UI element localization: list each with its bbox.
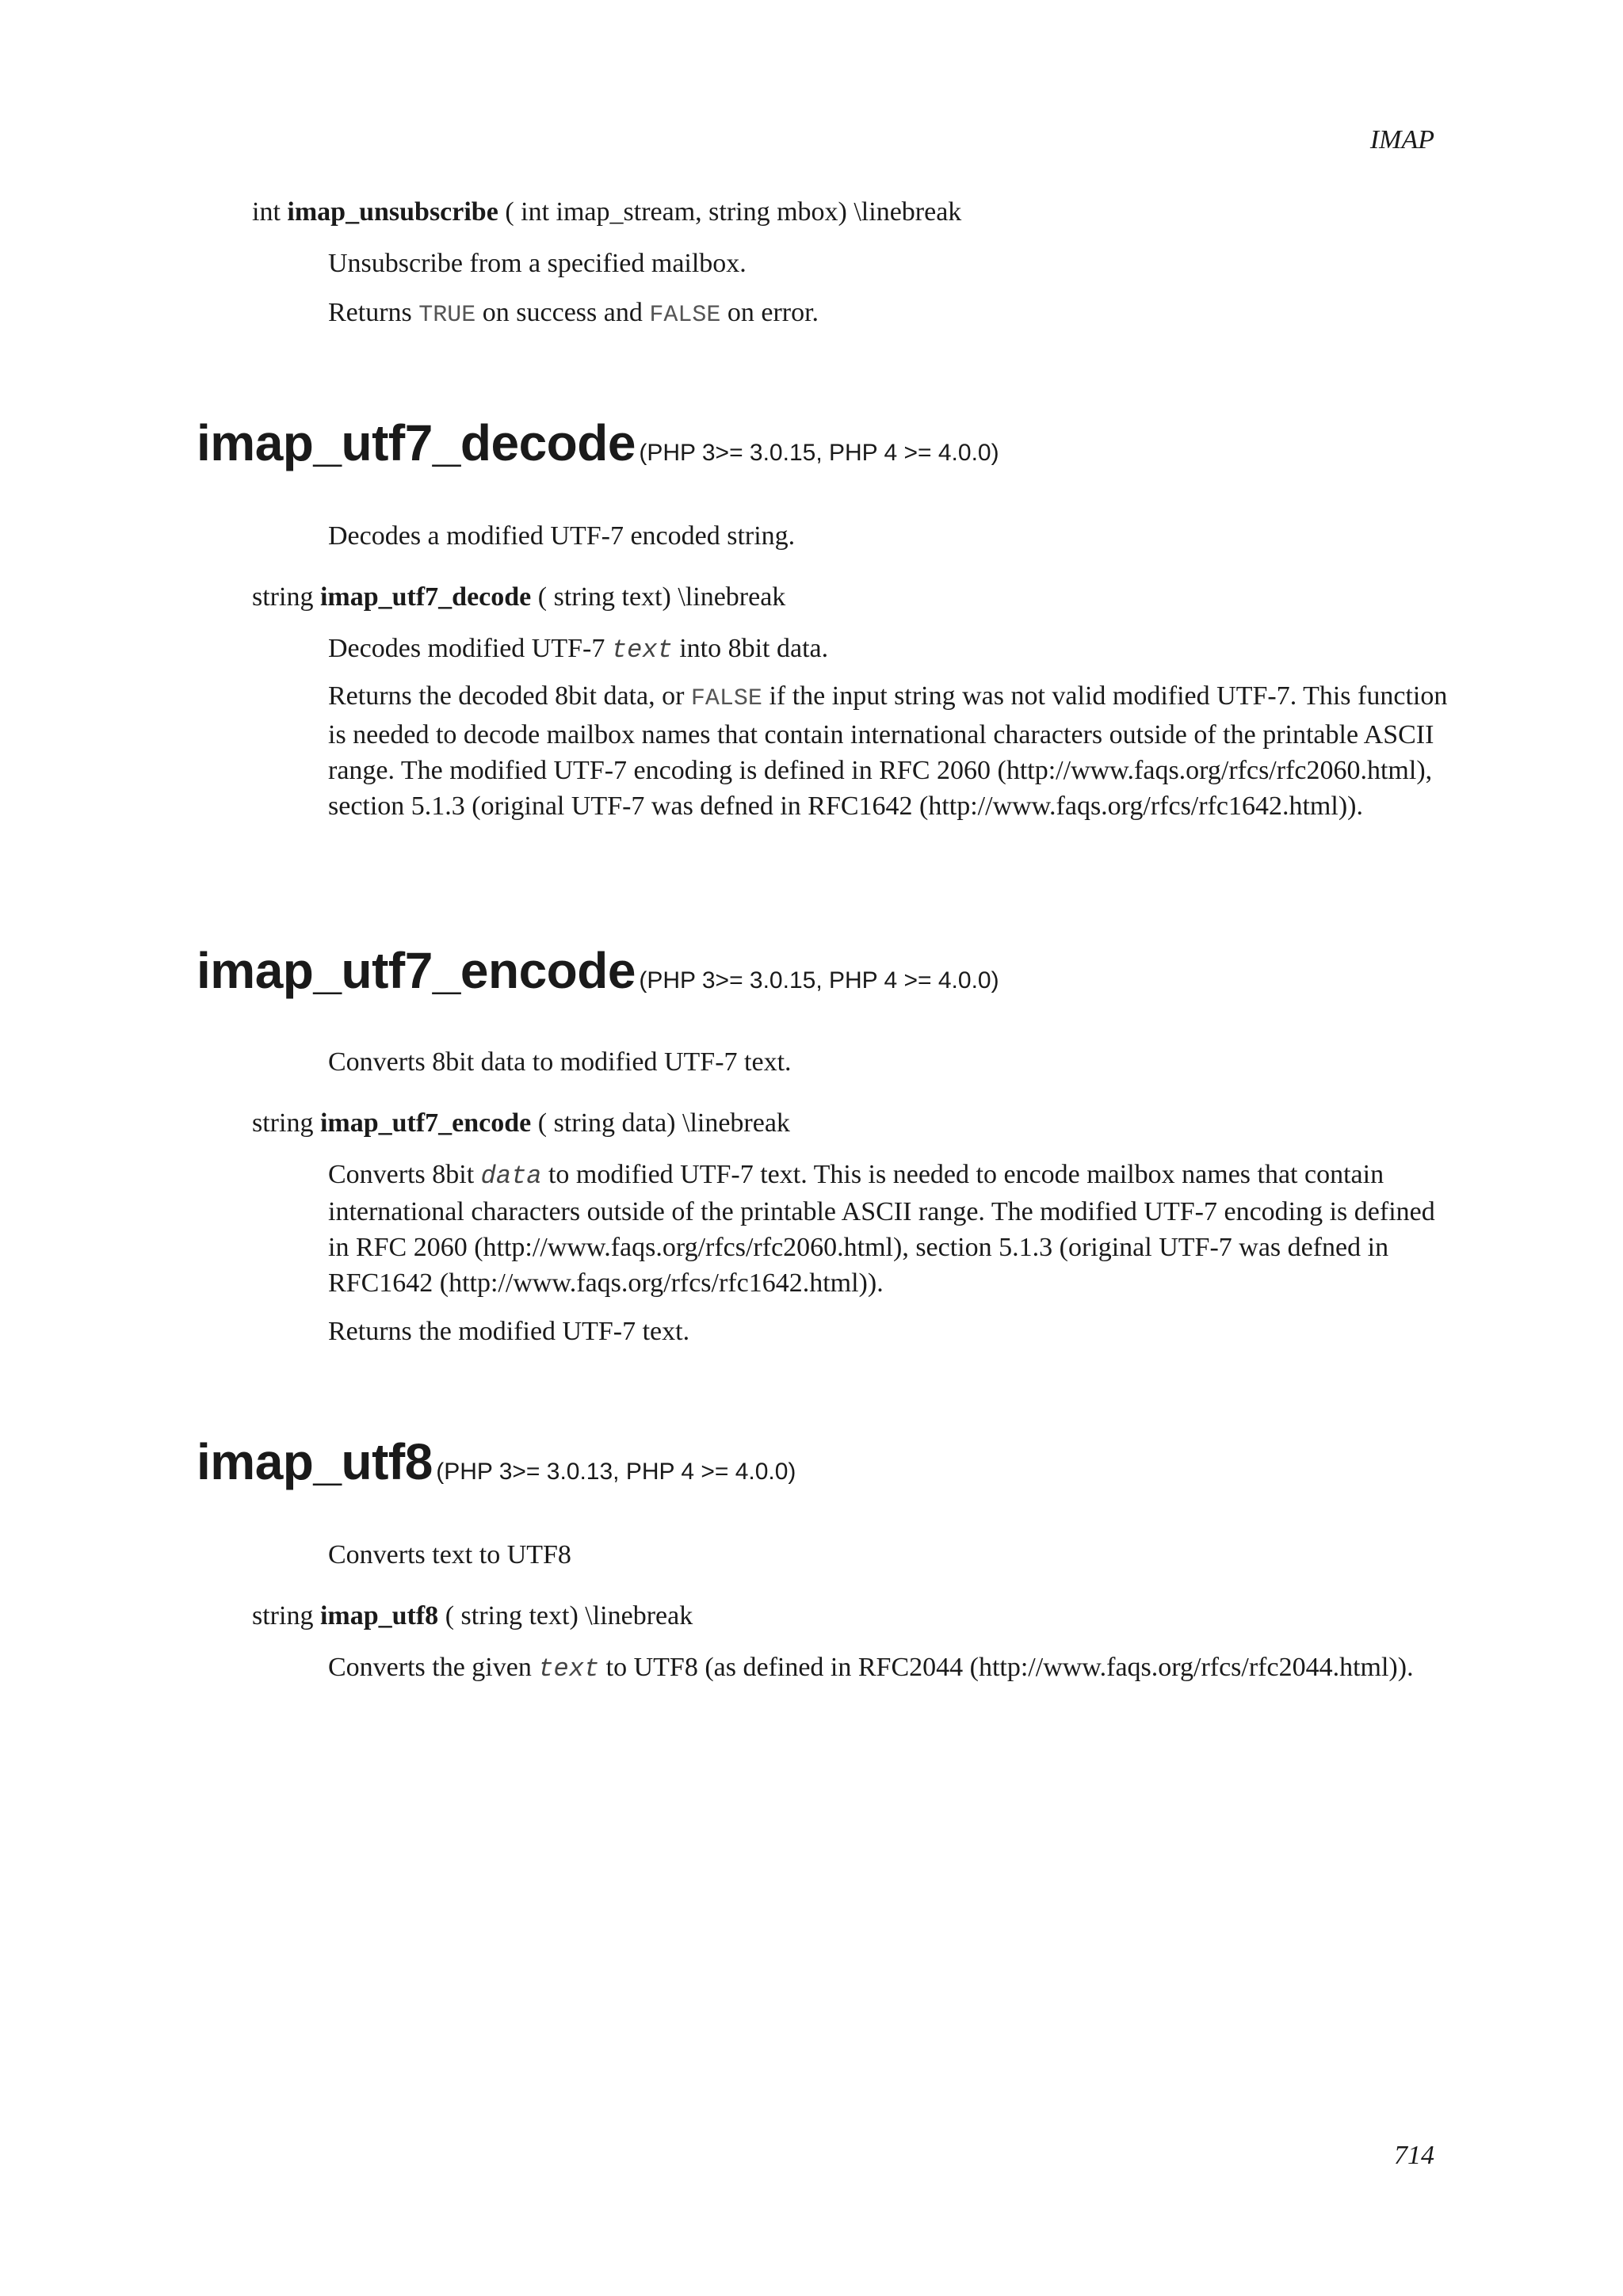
encode-description <box>328 1157 1453 1301</box>
constant-true: TRUE <box>418 302 476 329</box>
decode-title <box>197 414 999 472</box>
return-type: string <box>252 1108 314 1138</box>
section-title: imap_utf7_decode <box>197 414 636 471</box>
text-segment: to modified UTF-7 text. This is needed to encode mailbox names that contain international characters outside of the printable ASCII range. The modified UTF-7 encoding is defined in RFC 2060 (http://www.faqs.org/rfcs/rfc2060.html), section 5.1.3 (original UTF-7 was defned in RFC1642 (http://www.faqs.org/rfcs/rfc1642.html)). <box>328 1160 1435 1298</box>
utf8-title <box>197 1432 796 1491</box>
section-title: imap_utf7_encode <box>197 942 636 999</box>
function-name: imap_utf7_encode <box>319 1108 532 1138</box>
page-number: 714 <box>1394 2141 1434 2170</box>
params: ( string data) \linebreak <box>537 1108 790 1138</box>
constant-false: FALSE <box>649 302 721 329</box>
encode-title <box>197 941 999 1000</box>
return-type: string <box>252 1601 314 1630</box>
utf8-description <box>328 1650 1517 1687</box>
function-name: imap_utf8 <box>319 1601 439 1630</box>
text-segment: on success and <box>475 298 650 327</box>
params: ( string text) \linebreak <box>445 1601 693 1630</box>
version-info: (PHP 3>= 3.0.15, PHP 4 >= 4.0.0) <box>639 440 999 466</box>
function-name: imap_unsubscribe <box>287 197 498 227</box>
decode-synopsis <box>252 582 785 614</box>
return-type: int <box>252 197 281 227</box>
text-segment: Converts 8bit <box>328 1160 481 1189</box>
parameter-text: text <box>538 1654 600 1684</box>
text-segment: to UTF8 (as defined in RFC2044 (http://www.faqs.org/rfcs/rfc2044.html)). <box>599 1653 1414 1682</box>
unsubscribe-returns <box>328 295 1453 334</box>
encode-synopsis <box>252 1108 790 1140</box>
section-title: imap_utf8 <box>197 1433 433 1490</box>
text-segment: Decodes modified UTF-7 <box>328 634 612 663</box>
text-segment: Converts the given <box>328 1653 539 1682</box>
encode-returns: Returns the modified UTF-7 text. <box>328 1317 690 1346</box>
return-type: string <box>252 582 314 612</box>
text-segment: if the input string was not valid modified UTF-7. This function is needed to decode mailbox names that contain international characters outside of the printable ASCII range. The modified UTF-7 encoding is defined in RFC 2060 (http://www.faqs.org/rfcs/rfc2060.html), section 5.1.3 (original UTF-7 was defned in RFC1642 (http://www.faqs.org/rfcs/rfc1642.html)). <box>328 681 1448 821</box>
version-info: (PHP 3>= 3.0.13, PHP 4 >= 4.0.0) <box>436 1459 796 1485</box>
utf8-purpose: Converts text to UTF8 <box>328 1540 571 1569</box>
unsubscribe-description: Unsubscribe from a specified mailbox. <box>328 249 747 278</box>
constant-false: FALSE <box>690 685 762 712</box>
params: ( int imap_stream, string mbox) \linebreak <box>505 197 962 227</box>
running-header: IMAP <box>1369 125 1434 154</box>
decode-returns <box>328 678 1453 824</box>
text-segment: on error. <box>720 298 819 327</box>
text-segment: into 8bit data. <box>672 634 829 663</box>
params: ( string text) \linebreak <box>537 582 786 612</box>
text-segment: Returns <box>328 298 419 327</box>
function-name: imap_utf7_decode <box>319 582 532 612</box>
text-segment: Returns the decoded 8bit data, or <box>328 681 691 711</box>
version-info: (PHP 3>= 3.0.15, PHP 4 >= 4.0.0) <box>639 967 999 994</box>
utf8-synopsis <box>252 1600 693 1633</box>
unsubscribe-synopsis <box>252 196 961 229</box>
decode-purpose: Decodes a modified UTF-7 encoded string. <box>328 521 796 551</box>
encode-purpose: Converts 8bit data to modified UTF-7 text. <box>328 1047 792 1077</box>
parameter-data: data <box>480 1161 542 1191</box>
parameter-text: text <box>611 635 673 665</box>
decode-description <box>328 631 1453 668</box>
